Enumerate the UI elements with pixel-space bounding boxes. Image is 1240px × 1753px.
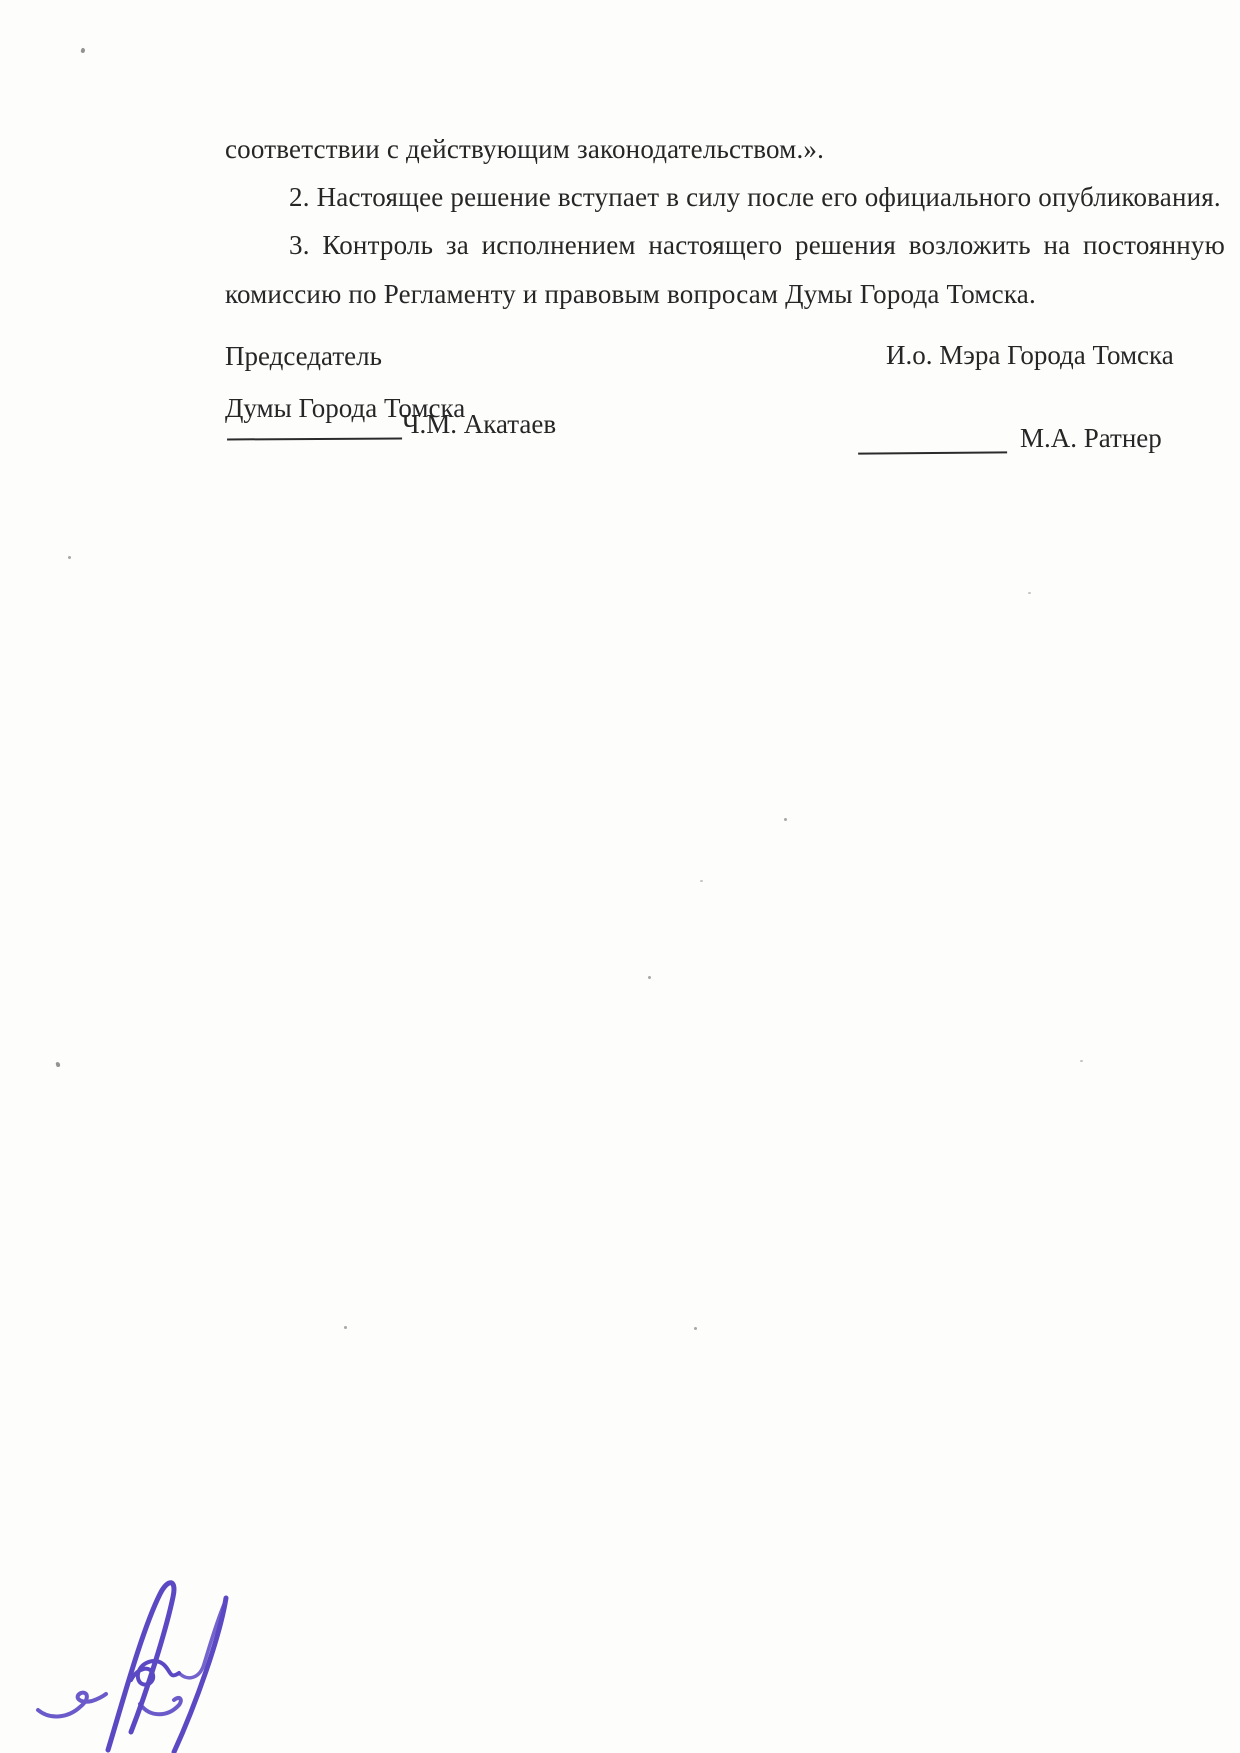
signer-left-title-line1: Председатель bbox=[225, 341, 382, 371]
scan-speck bbox=[1028, 592, 1031, 594]
signer-left-title-line2: Думы Города Томска bbox=[225, 393, 466, 423]
signer-right-name: М.А. Ратнер bbox=[1020, 423, 1162, 453]
scan-speck bbox=[344, 1326, 347, 1329]
handwritten-signature bbox=[28, 1552, 253, 1753]
scan-speck bbox=[55, 1062, 60, 1068]
scan-speck bbox=[648, 976, 651, 979]
scan-speck bbox=[694, 1327, 697, 1330]
signature-row-left bbox=[227, 410, 556, 440]
scan-speck bbox=[700, 880, 703, 882]
signature-line-left bbox=[227, 412, 402, 441]
signer-left-name: Ч.М. Акатаев bbox=[402, 409, 557, 439]
signature-row-right bbox=[858, 424, 1162, 454]
paragraph-continuation: соответствии с действующим законодательством.». bbox=[225, 134, 825, 164]
paragraph-item-3: 3. Контроль за исполнением настоящего решения возложить на постоянную комиссию по Регламенту и правовым вопросам Думы Города Томска. bbox=[225, 230, 1225, 309]
scan-speck bbox=[784, 818, 787, 821]
signature-line-right bbox=[858, 425, 1007, 454]
scan-speck bbox=[1080, 1060, 1083, 1062]
paragraph-item-2: 2. Настоящее решение вступает в силу после его официального опубликования. bbox=[289, 182, 1221, 212]
scan-speck bbox=[68, 556, 71, 559]
signer-right-title: И.о. Мэра Города Томска bbox=[886, 340, 1174, 370]
scan-speck bbox=[80, 47, 85, 53]
